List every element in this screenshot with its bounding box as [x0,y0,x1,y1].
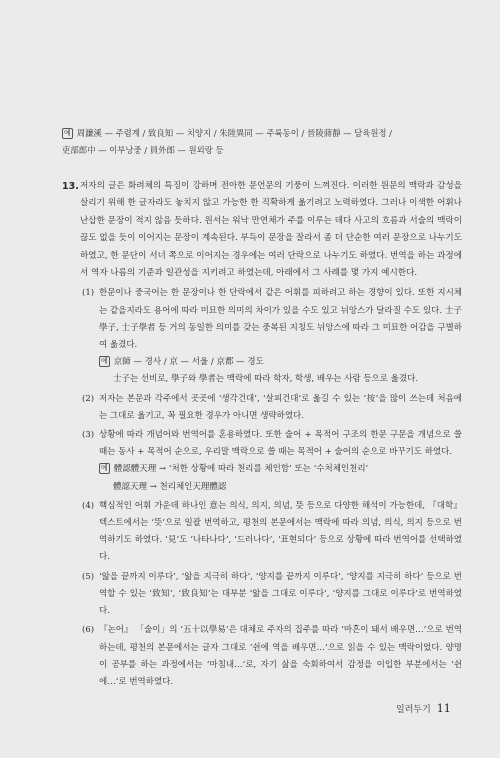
list-item [82,622,462,691]
item-text: 한문이나 중국어는 한 문장이나 한 단락에서 같은 어휘를 피하려고 하는 경향이 있다. 또한 지시체는 같을지라도 용어에 따라 미묘한 의미의 차이가 있을 수도 있고 뉘앙스가 달라질 수도 있다. 士子學子, 士子學者 등 거의 동일한 의미를 갖는 중복된 지칭도 뉘앙스에 따라 그 미묘한 어감을 구별하여 옮겼다. [99,288,462,351]
item-example-text: 體認體天理 → ‘처한 상황에 따라 천리를 체인함’ 또는 ‘수처체인천리’ [113,464,369,475]
section-13 [62,178,462,693]
page-footer [396,697,451,716]
list-item [82,391,462,425]
item-note: 士子는 선비로, 學子와 學者는 맥락에 따라 학자, 학생, 배우는 사람 등으로 옮겼다. [113,374,419,385]
item-number: (5) [82,571,95,582]
item-text: ‘앎을 끝까지 이루다’, ‘앎을 지극히 하다’, ‘양지를 끝까지 이루다’, ‘양지를 지극히 하다’ 등으로 번역할 수 있는 ‘致知’, ‘致良知’는 대부분 ‘앎을 그대로 이루다’, ‘양지를 그대로 이루다’로 번역하였다. [99,571,462,617]
example-tag: 예 [101,357,108,366]
example-line-1 [62,125,462,142]
section-number: 13. [62,181,79,192]
item-number: (2) [82,393,95,404]
item-list [82,285,462,691]
list-item [82,569,462,621]
example-line-2 [62,142,462,159]
item-number: (4) [82,500,95,511]
item-example [99,461,462,478]
item-example-text: 京師 — 경사 / 京 — 서울 / 京都 — 경도 [113,357,264,368]
example-tag: 예 [64,129,71,137]
item-text: 상황에 따라 개념어와 번역어를 혼용하였다. 또한 술어 + 목적어 구조의 한문 구문을 개념으로 쓸 때는 동사 + 목적어 순으로, 우리말 맥락으로 쓸 때는 목적어 + 술어의 순으로 바꾸기도 하였다. [99,430,462,458]
item-text: 『논어』 「술이」의 ‘五十以學易’은 대체로 주자의 집주를 따라 ‘마흔이 돼서 배우면…’으로 번역하는데, 평천의 본문에서는 글자 그대로 ‘쉰에 역을 배우면…’으로 읽을 수 있는 맥락이었다. 양명이 공부를 하는 과정에서는 ‘마침내…’로, 자기 삶을 숙회하여서 감정을 이입한 부분에서는 ‘쉰에…’로 번역하였다. [99,625,462,687]
example-text-2: 吏部郎中 — 이부낭중 / 員外郎 — 원외랑 등 [62,145,224,155]
list-item [82,427,462,496]
item-example-2: 體認天理 → 천리체인天理體認 [113,481,227,492]
item-number: (1) [82,288,95,299]
item-text: 저자는 본문과 각주에서 곳곳에 ‘생각건대’, ‘살피건대’로 옮길 수 있는 ‘按’을 많이 쓰는데 처음에는 그대로 옮기고, 꼭 필요한 경우가 아니면 생략하였다. [99,393,462,421]
section-intro: 저자의 글은 화려체의 특징이 강하며 전아한 문언문의 기풍이 느껴진다. 이러한 원문의 맥락과 감성을 살리기 위해 한 글자라도 놓치지 않고 가능한 한 직확하게 옮기려고 노력하였다. 그러나 이색한 어휘나 난삽한 문장이 적지 않음 듯하다. 원서는 워낙 만연체가 주를 이루는 데다 사고의 흐름과 서술의 맥락이 끊도 없을 듯이 이어지는 문장이 계속된다. 부득이 문장을 잘라서 좀 더 단순한 여러 문장으로 나누기도 하였고, 한 문단이 서너 쪽으로 이어지는 경우에는 여러 단락으로 나누기도 하였다. 번역을 하는 과정에서 역자 나름의 기준과 일관성을 지키려고 하였는데, 아래에서 그 사례를 몇 가지 예시한다. [80,181,462,279]
item-text: 핵심적인 어휘 가운데 하나인 意는 의식, 의지, 의념, 뜻 등으로 다양한 해석이 가능한데, 『대학』 텍스트에서는 ‘뜻’으로 일괄 번역하고, 평천의 본문에서는 맥락에 따라 의념, 의식, 의지 등으로 번역하기도 하였다. ‘見’도 ‘나타나다’, ‘드러나다’, ‘표현되다’ 등으로 상황에 따라 번역어를 선택하였다. [99,500,462,563]
example-text-1: 周濂溪 — 주렴계 / 致良知 — 치양지 / 朱陸異同 — 주륙동이 / 晉陵蔣靜 — 담육원정 / [76,128,392,138]
item-example [99,354,462,371]
item-number: (6) [82,625,95,636]
page-number: 11 [436,702,451,715]
example-block [62,125,462,159]
running-footer-title: 일러두기 [396,705,431,715]
example-tag: 예 [101,464,108,473]
list-item [82,498,462,567]
list-item [82,285,462,388]
item-number: (3) [82,430,95,441]
